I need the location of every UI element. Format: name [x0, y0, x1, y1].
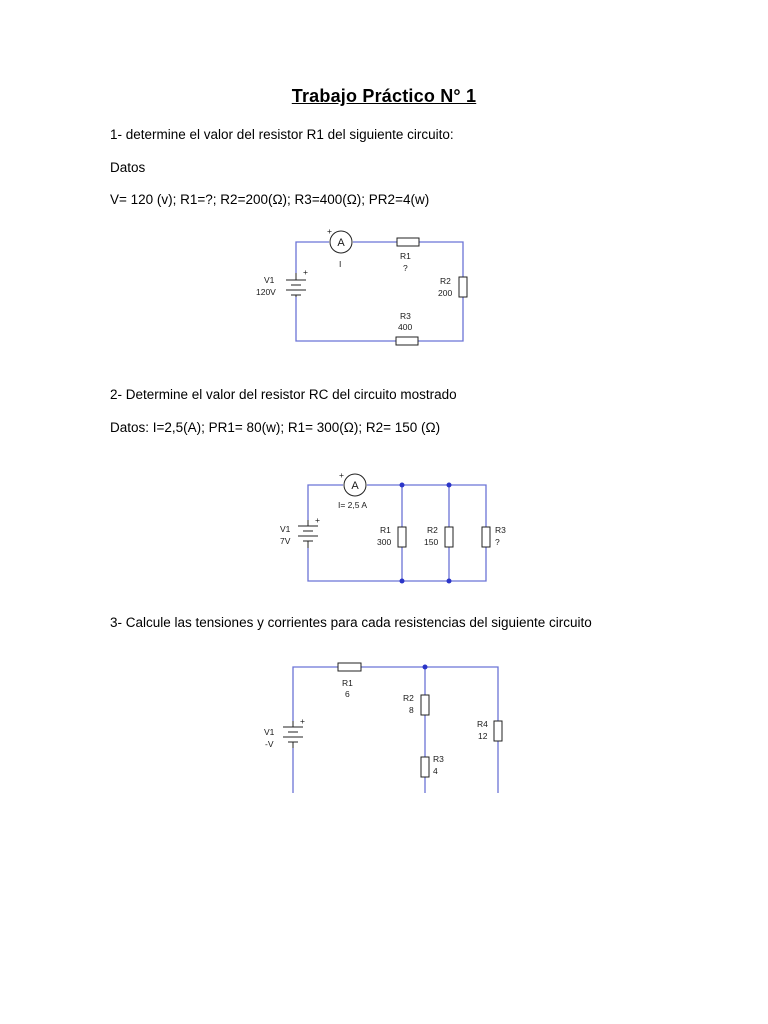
problem-1-question: 1- determine el valor del resistor R1 del siguiente circuito:: [110, 127, 454, 142]
circuit-2-r2-name: R2: [427, 525, 438, 535]
circuit-1-r3-value: 400: [398, 322, 413, 332]
circuit-1-r3-resistor: [396, 337, 418, 345]
circuit-2-r1-value: 300: [377, 537, 392, 547]
circuit-2-wires: [308, 485, 486, 581]
circuit-3-r4-name: R4: [477, 719, 488, 729]
circuit-2-r2-resistor: [445, 527, 453, 547]
problem-1-datos-label: Datos: [110, 160, 146, 175]
circuit-1-ammeter-label: I: [339, 259, 342, 269]
circuit-3-node: [423, 665, 428, 670]
circuit-3-r1-value: 6: [345, 689, 350, 699]
circuit-3-r1-name: R1: [342, 678, 353, 688]
circuit-2-r3-resistor: [482, 527, 490, 547]
circuit-2-battery: [298, 515, 320, 548]
circuit-1-battery: [286, 267, 308, 297]
circuit-2-r3-value: ?: [495, 537, 500, 547]
circuit-3-wires: [293, 667, 498, 793]
circuit-3-v1-value: -V: [265, 739, 274, 749]
circuit-3-r2-name: R2: [403, 693, 414, 703]
circuit-3-r2-resistor: [421, 695, 429, 715]
circuit-1-v1-plus: +: [303, 267, 308, 277]
circuit-3-v1-name: V1: [264, 727, 275, 737]
circuit-2-r1-resistor: [398, 527, 406, 547]
circuit-2-v1-plus: +: [315, 515, 320, 525]
circuit-3-r3-name: R3: [433, 754, 444, 764]
circuit-2-node: [400, 579, 405, 584]
circuit-2-ammeter: [339, 470, 366, 496]
page-title: Trabajo Práctico N° 1: [291, 86, 477, 106]
circuit-1-r1-name: R1: [400, 251, 411, 261]
circuit-3-r4-value: 12: [478, 731, 488, 741]
circuit-2-ammeter-label: I= 2,5 A: [338, 500, 368, 510]
circuit-3-battery: [283, 716, 305, 748]
circuit-1-r2-value: 200: [438, 288, 453, 298]
circuit-3-r3-resistor: [421, 757, 429, 777]
circuit-2-node: [400, 483, 405, 488]
circuit-2-ammeter-symbol: A: [351, 480, 359, 492]
circuit-2-r3-name: R3: [495, 525, 506, 535]
circuit-3-r2-value: 8: [409, 705, 414, 715]
problem-2-question: 2- Determine el valor del resistor RC del circuito mostrado: [110, 387, 457, 402]
circuit-3-r4-resistor: [494, 721, 502, 741]
circuit-1-ammeter-symbol: A: [337, 237, 345, 249]
circuit-1-diagram: [250, 225, 480, 350]
circuit-2-r1-name: R1: [380, 525, 391, 535]
circuit-1-r1-resistor: [397, 238, 419, 246]
circuit-3-r1-resistor: [338, 663, 361, 671]
circuit-2-ammeter-plus: +: [339, 470, 344, 480]
problem-3-question: 3- Calcule las tensiones y corrientes para cada resistencias del siguiente circuito: [110, 615, 592, 630]
circuit-1-v1-value: 120V: [256, 287, 276, 297]
circuit-1-r3-name: R3: [400, 311, 411, 321]
problem-1-datos: V= 120 (v); R1=?; R2=200(Ω); R3=400(Ω); PR2=4(w): [110, 192, 430, 207]
circuit-1-r2-name: R2: [440, 276, 451, 286]
circuit-1-v1-name: V1: [264, 275, 275, 285]
circuit-2-node: [447, 483, 452, 488]
circuit-3-diagram: [260, 655, 510, 800]
circuit-2-diagram: [270, 468, 506, 588]
problem-2-datos: Datos: I=2,5(A); PR1= 80(w); R1= 300(Ω); R2= 150 (Ω): [110, 420, 441, 435]
circuit-1-r2-resistor: [459, 277, 467, 297]
circuit-1-ammeter: [327, 226, 352, 253]
circuit-2-node: [447, 579, 452, 584]
circuit-1-r1-value: ?: [403, 263, 408, 273]
circuit-2-v1-value: 7V: [280, 536, 291, 546]
circuit-2-r2-value: 150: [424, 537, 439, 547]
circuit-3-v1-plus: +: [300, 716, 305, 726]
circuit-1-ammeter-plus: +: [327, 226, 332, 236]
circuit-2-v1-name: V1: [280, 524, 291, 534]
circuit-3-r3-value: 4: [433, 766, 438, 776]
